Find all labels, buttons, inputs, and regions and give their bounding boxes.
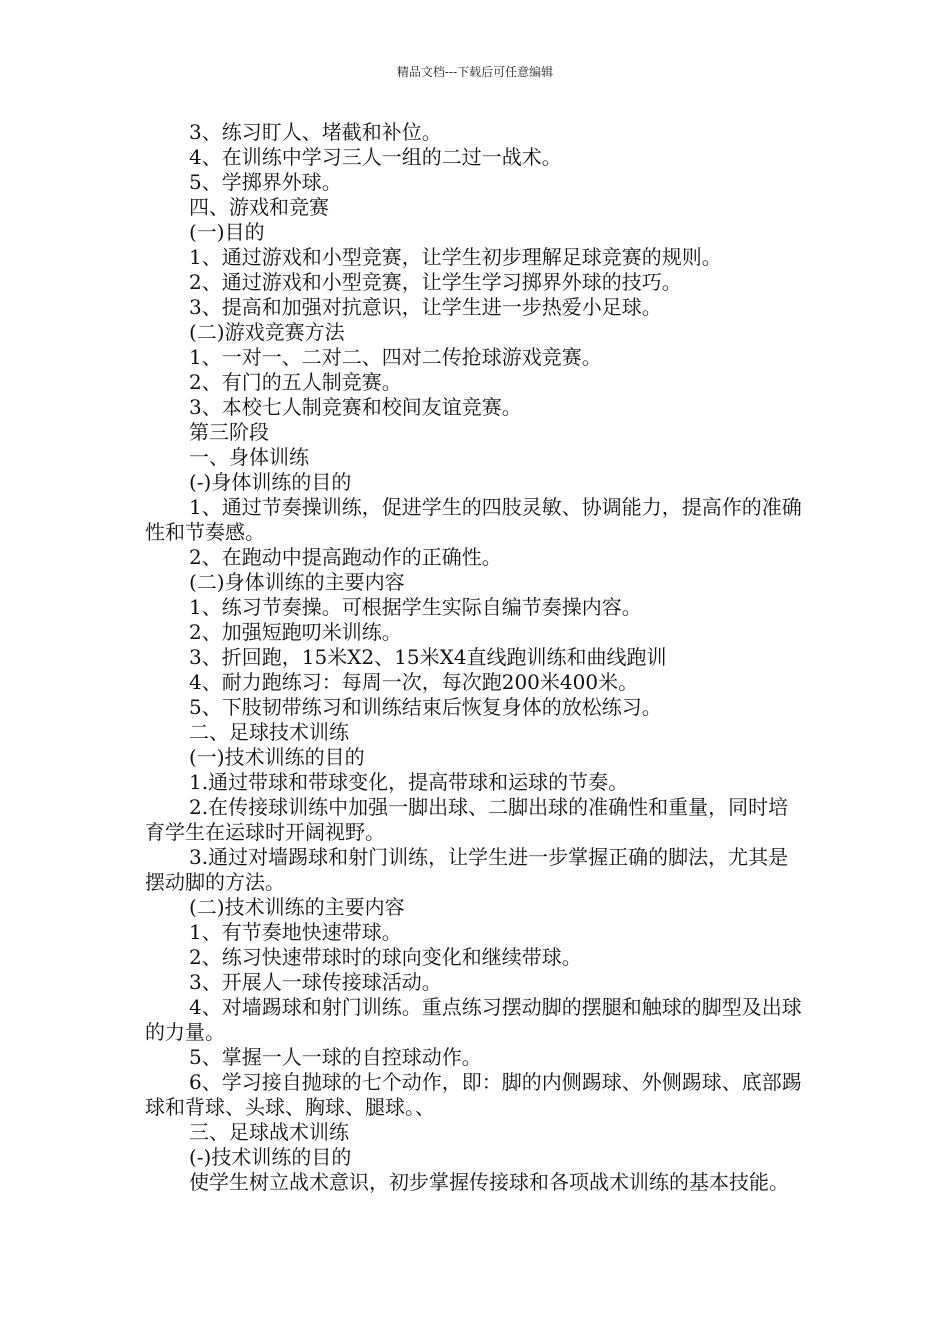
paragraph: 1、练习节奏操。可根据学生实际自编节奏操内容。 — [189, 595, 642, 619]
document-body — [145, 120, 805, 1195]
paragraph: 3.通过对墙踢球和射门训练，让学生进一步掌握正确的脚法，尤其是摆动脚的方法。 — [145, 845, 789, 894]
page-header: 精品文档---下载后可任意编辑 — [396, 65, 554, 79]
section-heading: 一、身体训练 — [189, 445, 309, 469]
paragraph: 1、一对一、二对二、四对二传抢球游戏竞赛。 — [189, 345, 602, 369]
paragraph: 1、有节奏地快速带球。 — [189, 920, 402, 944]
section-heading: 二、足球技术训练 — [189, 720, 349, 744]
subsection-heading: (二)身体训练的主要内容 — [189, 570, 405, 594]
paragraph: 4、在训练中学习三人一组的二过一战术。 — [189, 145, 562, 169]
section-heading: 三、足球战术训练 — [189, 1120, 349, 1144]
stage-heading: 第三阶段 — [189, 420, 269, 444]
paragraph: 1、通过节奏操训练，促进学生的四肢灵敏、协调能力，提高作的准确性和节奏感。 — [145, 495, 802, 544]
subsection-heading: (二)技术训练的主要内容 — [189, 895, 405, 919]
paragraph: 1、通过游戏和小型竞赛，让学生初步理解足球竞赛的规则。 — [189, 245, 722, 269]
paragraph: 5、掌握一人一球的自控球动作。 — [189, 1045, 482, 1069]
section-heading: 四、游戏和竞赛 — [189, 195, 329, 219]
paragraph: 5、下肢韧带练习和训练结束后恢复身体的放松练习。 — [189, 695, 662, 719]
paragraph: 4、耐力跑练习：每周一次，每次跑200米400米。 — [189, 670, 639, 694]
paragraph: 3、折回跑，15米X2、15米X4直线跑训练和曲线跑训 — [189, 645, 667, 669]
paragraph: 2、加强短跑叨米训练。 — [189, 620, 402, 644]
paragraph: 6、学习接自抛球的七个动作，即：脚的内侧踢球、外侧踢球、底部踢球和背球、头球、胸球、腿球。、 — [145, 1070, 802, 1119]
subsection-heading: (一)目的 — [189, 220, 265, 244]
subsection-heading: (二)游戏竞赛方法 — [189, 320, 345, 344]
paragraph: 3、开展人一球传接球活动。 — [189, 970, 442, 994]
paragraph: 5、学掷界外球。 — [189, 170, 342, 194]
subsection-heading: (一)技术训练的目的 — [189, 745, 365, 769]
paragraph: 4、对墙踢球和射门训练。重点练习摆动脚的摆腿和触球的脚型及出球的力量。 — [145, 995, 802, 1044]
paragraph: 3、提高和加强对抗意识，让学生进一步热爱小足球。 — [189, 295, 662, 319]
paragraph: 2、有门的五人制竞赛。 — [189, 370, 402, 394]
subsection-heading: (-)技术训练的目的 — [189, 1145, 352, 1169]
paragraph: 2、通过游戏和小型竞赛，让学生学习掷界外球的技巧。 — [189, 270, 682, 294]
paragraph: 3、本校七人制竞赛和校间友谊竞赛。 — [189, 395, 522, 419]
paragraph: 1.通过带球和带球变化，提高带球和运球的节奏。 — [189, 770, 629, 794]
paragraph: 使学生树立战术意识，初步掌握传接球和各项战术训练的基本技能。 — [189, 1170, 789, 1194]
paragraph: 2、在跑动中提高跑动作的正确性。 — [189, 545, 502, 569]
paragraph: 3、练习盯人、堵截和补位。 — [189, 120, 442, 144]
paragraph: 2、练习快速带球时的球向变化和继续带球。 — [189, 945, 582, 969]
subsection-heading: (-)身体训练的目的 — [189, 470, 352, 494]
paragraph: 2.在传接球训练中加强一脚出球、二脚出球的准确性和重量，同时培育学生在运球时开阔视野。 — [145, 795, 789, 844]
